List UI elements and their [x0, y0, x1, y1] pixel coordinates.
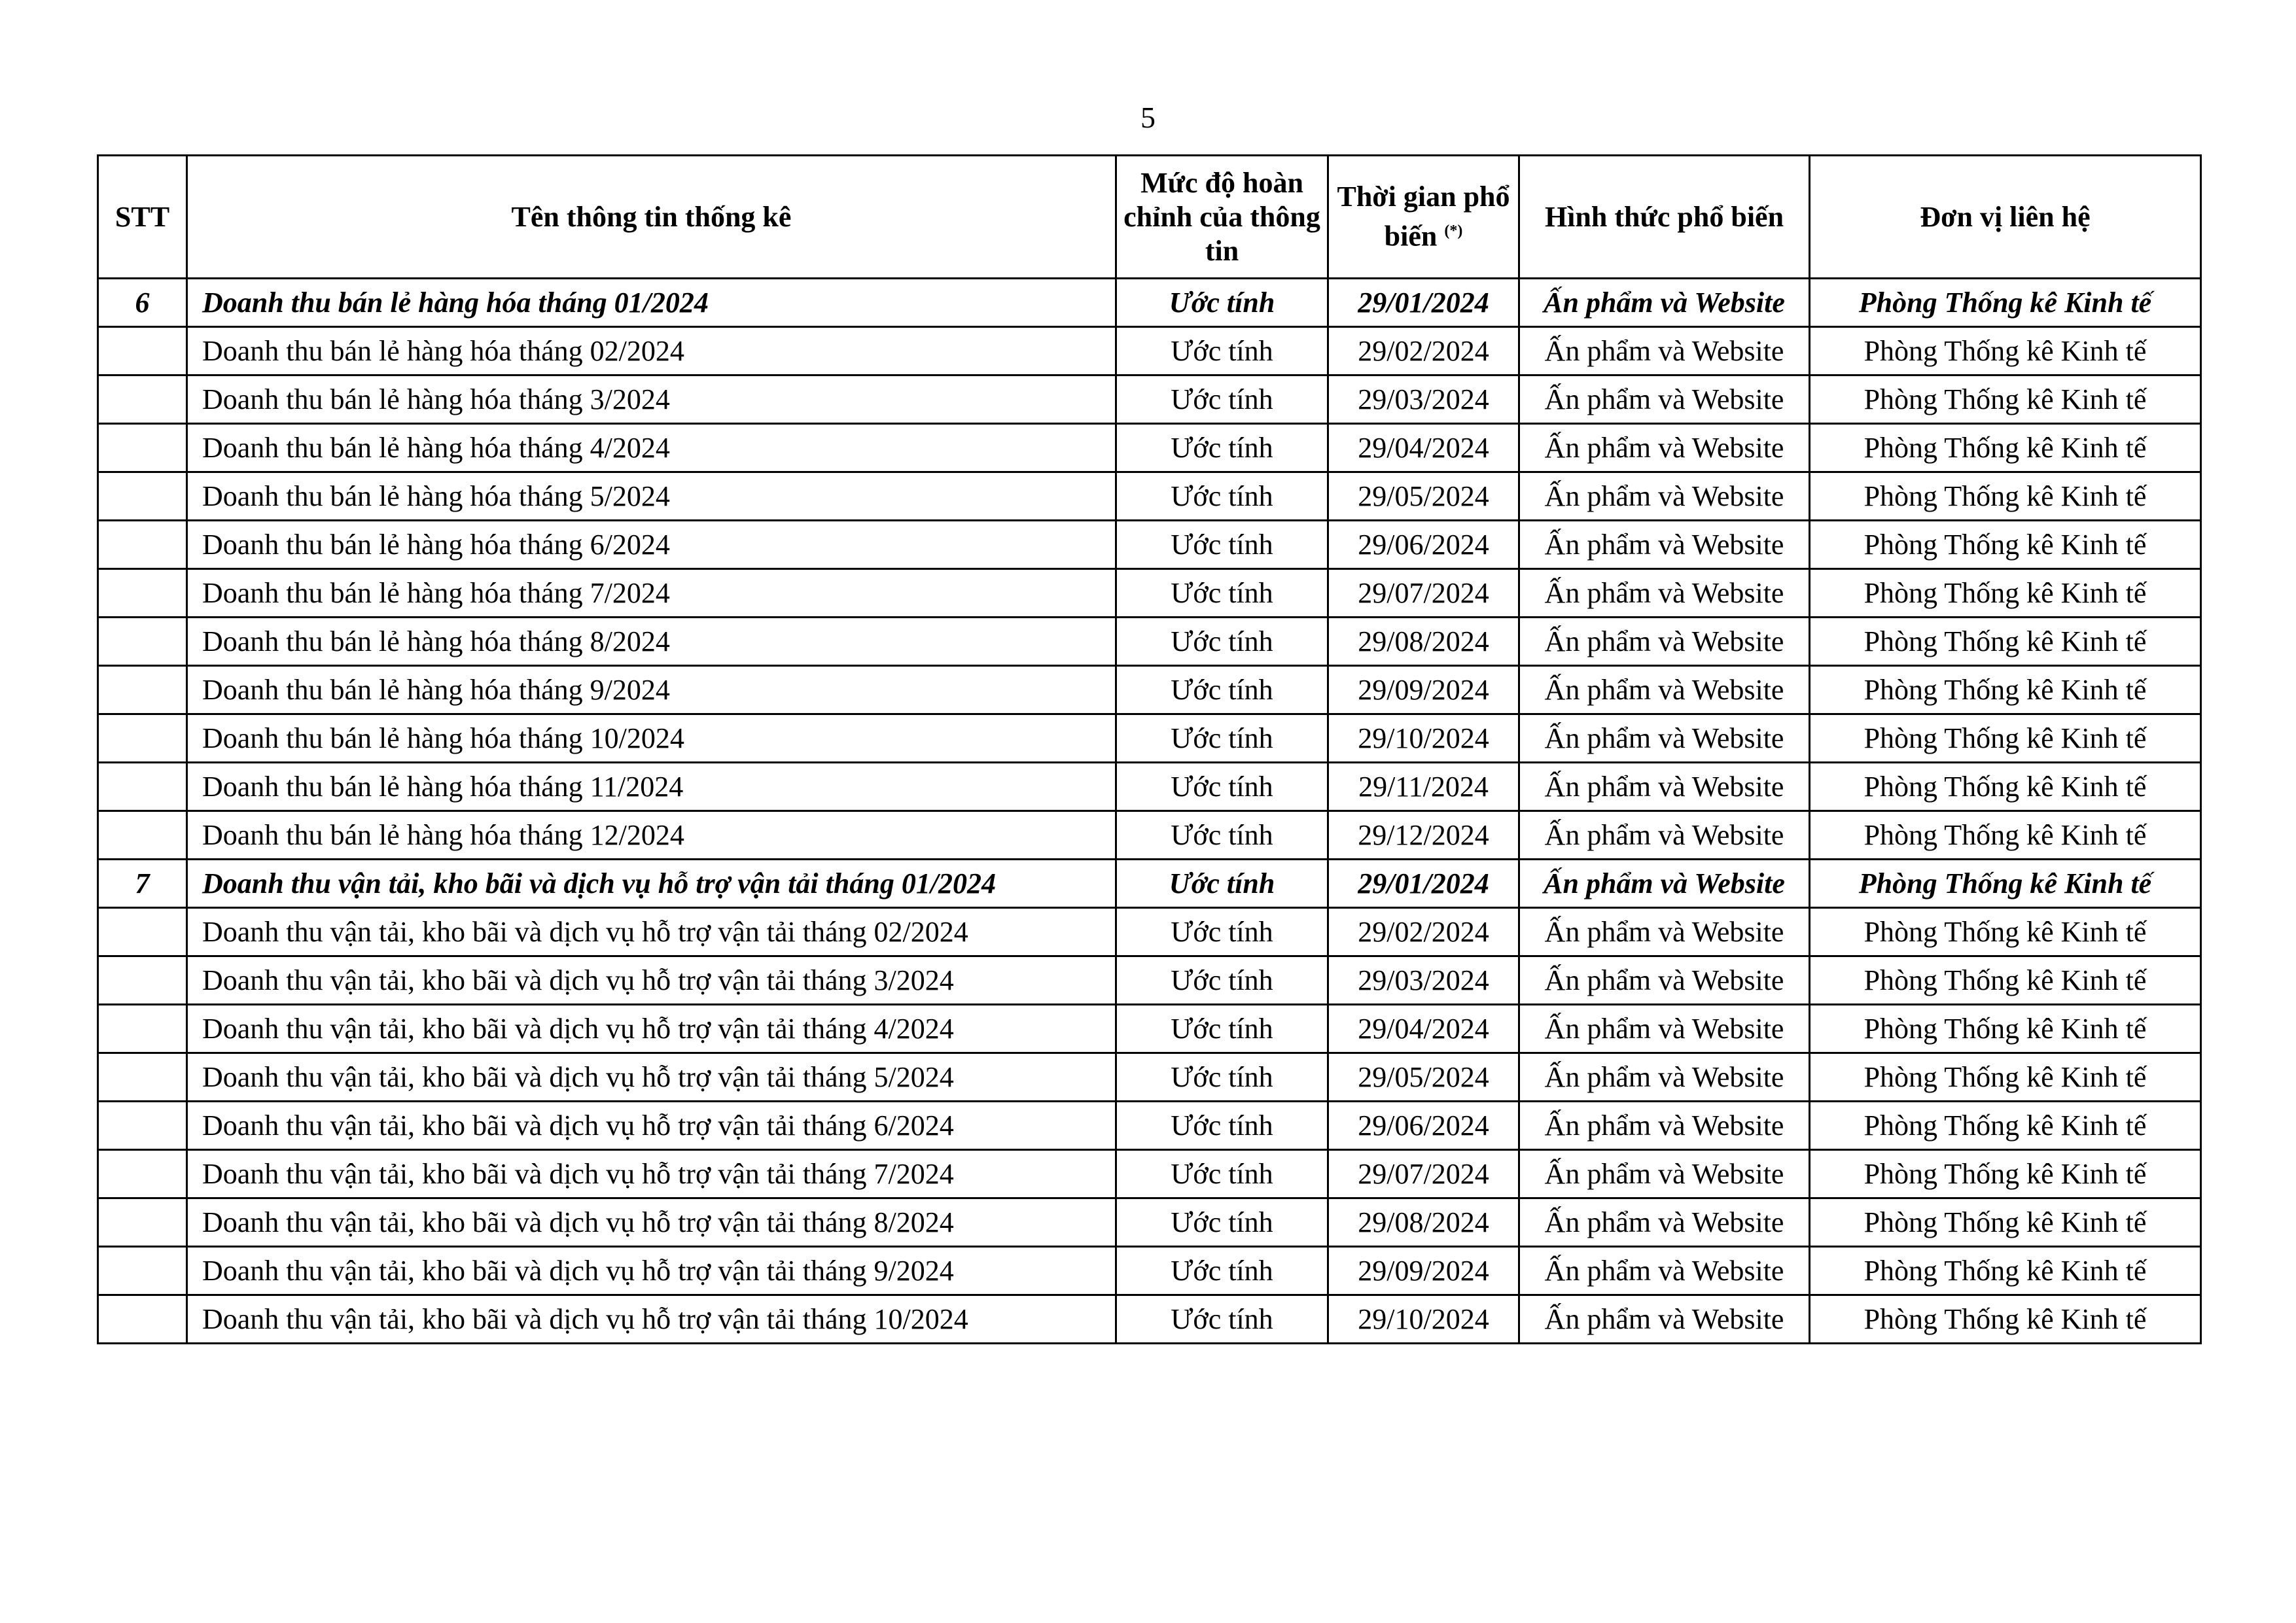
cell-completeness: Ước tính: [1116, 714, 1328, 763]
table-row: [98, 1150, 2201, 1198]
cell-completeness: Ước tính: [1116, 1005, 1328, 1053]
cell-release-time: 29/03/2024: [1328, 956, 1519, 1005]
statistics-release-table: [97, 154, 2202, 1344]
cell-form: Ấn phẩm và Website: [1519, 618, 1810, 666]
cell-completeness: Ước tính: [1116, 956, 1328, 1005]
cell-name: Doanh thu bán lẻ hàng hóa tháng 12/2024: [187, 811, 1116, 860]
cell-completeness: Ước tính: [1116, 279, 1328, 327]
cell-stt: [98, 956, 187, 1005]
table-row: [98, 1198, 2201, 1247]
cell-name: Doanh thu bán lẻ hàng hóa tháng 9/2024: [187, 666, 1116, 714]
cell-contact: Phòng Thống kê Kinh tế: [1810, 811, 2201, 860]
cell-stt: [98, 908, 187, 956]
cell-contact: Phòng Thống kê Kinh tế: [1810, 327, 2201, 375]
cell-release-time: 29/04/2024: [1328, 424, 1519, 472]
header-name: Tên thông tin thống kê: [187, 156, 1116, 279]
cell-name: Doanh thu vận tải, kho bãi và dịch vụ hỗ trợ vận tải tháng 8/2024: [187, 1198, 1116, 1247]
cell-completeness: Ước tính: [1116, 763, 1328, 811]
cell-form: Ấn phẩm và Website: [1519, 714, 1810, 763]
cell-contact: Phòng Thống kê Kinh tế: [1810, 424, 2201, 472]
cell-completeness: Ước tính: [1116, 1053, 1328, 1102]
cell-name: Doanh thu bán lẻ hàng hóa tháng 01/2024: [187, 279, 1116, 327]
cell-contact: Phòng Thống kê Kinh tế: [1810, 908, 2201, 956]
cell-release-time: 29/04/2024: [1328, 1005, 1519, 1053]
cell-form: Ấn phẩm và Website: [1519, 279, 1810, 327]
cell-form: Ấn phẩm và Website: [1519, 811, 1810, 860]
cell-form: Ấn phẩm và Website: [1519, 860, 1810, 908]
header-contact: Đơn vị liên hệ: [1810, 156, 2201, 279]
cell-stt: [98, 618, 187, 666]
cell-name: Doanh thu bán lẻ hàng hóa tháng 6/2024: [187, 521, 1116, 569]
table-row: [98, 908, 2201, 956]
cell-form: Ấn phẩm và Website: [1519, 472, 1810, 521]
table-group-row: [98, 860, 2201, 908]
cell-form: Ấn phẩm và Website: [1519, 424, 1810, 472]
table-row: [98, 569, 2201, 618]
cell-release-time: 29/09/2024: [1328, 666, 1519, 714]
header-form: Hình thức phổ biến: [1519, 156, 1810, 279]
cell-stt: [98, 521, 187, 569]
table-row: [98, 1102, 2201, 1150]
cell-release-time: 29/07/2024: [1328, 1150, 1519, 1198]
cell-stt: [98, 472, 187, 521]
cell-name: Doanh thu vận tải, kho bãi và dịch vụ hỗ trợ vận tải tháng 4/2024: [187, 1005, 1116, 1053]
cell-contact: Phòng Thống kê Kinh tế: [1810, 714, 2201, 763]
cell-name: Doanh thu vận tải, kho bãi và dịch vụ hỗ trợ vận tải tháng 7/2024: [187, 1150, 1116, 1198]
cell-name: Doanh thu bán lẻ hàng hóa tháng 10/2024: [187, 714, 1116, 763]
cell-stt: [98, 1295, 187, 1344]
cell-completeness: Ước tính: [1116, 424, 1328, 472]
cell-stt: [98, 1150, 187, 1198]
cell-form: Ấn phẩm và Website: [1519, 327, 1810, 375]
cell-form: Ấn phẩm và Website: [1519, 1295, 1810, 1344]
cell-name: Doanh thu vận tải, kho bãi và dịch vụ hỗ trợ vận tải tháng 3/2024: [187, 956, 1116, 1005]
cell-release-time: 29/01/2024: [1328, 279, 1519, 327]
cell-completeness: Ước tính: [1116, 811, 1328, 860]
table-row: [98, 327, 2201, 375]
cell-completeness: Ước tính: [1116, 1150, 1328, 1198]
cell-contact: Phòng Thống kê Kinh tế: [1810, 763, 2201, 811]
cell-completeness: Ước tính: [1116, 908, 1328, 956]
cell-stt: [98, 763, 187, 811]
cell-name: Doanh thu vận tải, kho bãi và dịch vụ hỗ trợ vận tải tháng 9/2024: [187, 1247, 1116, 1295]
cell-form: Ấn phẩm và Website: [1519, 569, 1810, 618]
header-completeness: Mức độ hoàn chỉnh của thông tin: [1116, 156, 1328, 279]
table-row: [98, 1295, 2201, 1344]
cell-contact: Phòng Thống kê Kinh tế: [1810, 521, 2201, 569]
cell-completeness: Ước tính: [1116, 327, 1328, 375]
cell-completeness: Ước tính: [1116, 666, 1328, 714]
cell-form: Ấn phẩm và Website: [1519, 1150, 1810, 1198]
cell-contact: Phòng Thống kê Kinh tế: [1810, 1005, 2201, 1053]
cell-contact: Phòng Thống kê Kinh tế: [1810, 1053, 2201, 1102]
cell-contact: Phòng Thống kê Kinh tế: [1810, 1198, 2201, 1247]
table-row: [98, 714, 2201, 763]
cell-name: Doanh thu bán lẻ hàng hóa tháng 3/2024: [187, 375, 1116, 424]
cell-name: Doanh thu vận tải, kho bãi và dịch vụ hỗ trợ vận tải tháng 10/2024: [187, 1295, 1116, 1344]
cell-release-time: 29/10/2024: [1328, 1295, 1519, 1344]
cell-release-time: 29/11/2024: [1328, 763, 1519, 811]
cell-form: Ấn phẩm và Website: [1519, 1053, 1810, 1102]
cell-release-time: 29/10/2024: [1328, 714, 1519, 763]
table-row: [98, 1053, 2201, 1102]
cell-completeness: Ước tính: [1116, 569, 1328, 618]
cell-stt: [98, 327, 187, 375]
cell-contact: Phòng Thống kê Kinh tế: [1810, 1247, 2201, 1295]
header-release-time-label: Thời gian phổ biến: [1337, 181, 1510, 253]
cell-release-time: 29/08/2024: [1328, 1198, 1519, 1247]
cell-contact: Phòng Thống kê Kinh tế: [1810, 1150, 2201, 1198]
cell-release-time: 29/05/2024: [1328, 1053, 1519, 1102]
cell-stt: [98, 1053, 187, 1102]
cell-name: Doanh thu bán lẻ hàng hóa tháng 4/2024: [187, 424, 1116, 472]
table-row: [98, 375, 2201, 424]
cell-release-time: 29/05/2024: [1328, 472, 1519, 521]
cell-name: Doanh thu bán lẻ hàng hóa tháng 02/2024: [187, 327, 1116, 375]
cell-contact: Phòng Thống kê Kinh tế: [1810, 1295, 2201, 1344]
header-release-time: [1328, 156, 1519, 279]
cell-release-time: 29/02/2024: [1328, 327, 1519, 375]
cell-contact: Phòng Thống kê Kinh tế: [1810, 1102, 2201, 1150]
cell-release-time: 29/02/2024: [1328, 908, 1519, 956]
table-row: [98, 618, 2201, 666]
table-body: [98, 279, 2201, 1344]
cell-contact: Phòng Thống kê Kinh tế: [1810, 375, 2201, 424]
table-row: [98, 424, 2201, 472]
cell-stt: 6: [98, 279, 187, 327]
header-release-time-note: (*): [1444, 222, 1463, 240]
cell-form: Ấn phẩm và Website: [1519, 1102, 1810, 1150]
page-number: 5: [1140, 101, 1156, 134]
table-group-row: [98, 279, 2201, 327]
cell-release-time: 29/09/2024: [1328, 1247, 1519, 1295]
cell-stt: [98, 811, 187, 860]
cell-release-time: 29/06/2024: [1328, 521, 1519, 569]
cell-release-time: 29/07/2024: [1328, 569, 1519, 618]
cell-completeness: Ước tính: [1116, 1295, 1328, 1344]
cell-name: Doanh thu bán lẻ hàng hóa tháng 7/2024: [187, 569, 1116, 618]
cell-completeness: Ước tính: [1116, 618, 1328, 666]
header-stt: STT: [98, 156, 187, 279]
cell-name: Doanh thu vận tải, kho bãi và dịch vụ hỗ trợ vận tải tháng 6/2024: [187, 1102, 1116, 1150]
cell-form: Ấn phẩm và Website: [1519, 908, 1810, 956]
cell-contact: Phòng Thống kê Kinh tế: [1810, 472, 2201, 521]
table-row: [98, 1005, 2201, 1053]
cell-form: Ấn phẩm và Website: [1519, 1247, 1810, 1295]
cell-name: Doanh thu vận tải, kho bãi và dịch vụ hỗ trợ vận tải tháng 02/2024: [187, 908, 1116, 956]
cell-completeness: Ước tính: [1116, 1198, 1328, 1247]
cell-contact: Phòng Thống kê Kinh tế: [1810, 618, 2201, 666]
table-row: [98, 521, 2201, 569]
cell-form: Ấn phẩm và Website: [1519, 956, 1810, 1005]
cell-completeness: Ước tính: [1116, 860, 1328, 908]
cell-name: Doanh thu bán lẻ hàng hóa tháng 8/2024: [187, 618, 1116, 666]
table-row: [98, 811, 2201, 860]
cell-release-time: 29/03/2024: [1328, 375, 1519, 424]
cell-name: Doanh thu bán lẻ hàng hóa tháng 5/2024: [187, 472, 1116, 521]
cell-stt: [98, 1005, 187, 1053]
cell-release-time: 29/12/2024: [1328, 811, 1519, 860]
cell-contact: Phòng Thống kê Kinh tế: [1810, 860, 2201, 908]
cell-stt: [98, 1102, 187, 1150]
cell-release-time: 29/01/2024: [1328, 860, 1519, 908]
cell-form: Ấn phẩm và Website: [1519, 1198, 1810, 1247]
cell-release-time: 29/08/2024: [1328, 618, 1519, 666]
cell-release-time: 29/06/2024: [1328, 1102, 1519, 1150]
table-header-row: [98, 156, 2201, 279]
cell-completeness: Ước tính: [1116, 472, 1328, 521]
cell-stt: [98, 714, 187, 763]
cell-stt: [98, 666, 187, 714]
cell-completeness: Ước tính: [1116, 521, 1328, 569]
cell-contact: Phòng Thống kê Kinh tế: [1810, 666, 2201, 714]
cell-completeness: Ước tính: [1116, 1102, 1328, 1150]
cell-completeness: Ước tính: [1116, 375, 1328, 424]
cell-stt: [98, 569, 187, 618]
table-row: [98, 956, 2201, 1005]
cell-stt: 7: [98, 860, 187, 908]
cell-name: Doanh thu bán lẻ hàng hóa tháng 11/2024: [187, 763, 1116, 811]
cell-stt: [98, 1198, 187, 1247]
cell-form: Ấn phẩm và Website: [1519, 1005, 1810, 1053]
cell-stt: [98, 1247, 187, 1295]
cell-form: Ấn phẩm và Website: [1519, 375, 1810, 424]
cell-stt: [98, 375, 187, 424]
cell-completeness: Ước tính: [1116, 1247, 1328, 1295]
cell-name: Doanh thu vận tải, kho bãi và dịch vụ hỗ trợ vận tải tháng 01/2024: [187, 860, 1116, 908]
cell-form: Ấn phẩm và Website: [1519, 763, 1810, 811]
cell-contact: Phòng Thống kê Kinh tế: [1810, 956, 2201, 1005]
cell-name: Doanh thu vận tải, kho bãi và dịch vụ hỗ trợ vận tải tháng 5/2024: [187, 1053, 1116, 1102]
cell-form: Ấn phẩm và Website: [1519, 666, 1810, 714]
cell-contact: Phòng Thống kê Kinh tế: [1810, 279, 2201, 327]
table-row: [98, 1247, 2201, 1295]
cell-contact: Phòng Thống kê Kinh tế: [1810, 569, 2201, 618]
table-row: [98, 472, 2201, 521]
cell-stt: [98, 424, 187, 472]
table-row: [98, 763, 2201, 811]
cell-form: Ấn phẩm và Website: [1519, 521, 1810, 569]
table-row: [98, 666, 2201, 714]
